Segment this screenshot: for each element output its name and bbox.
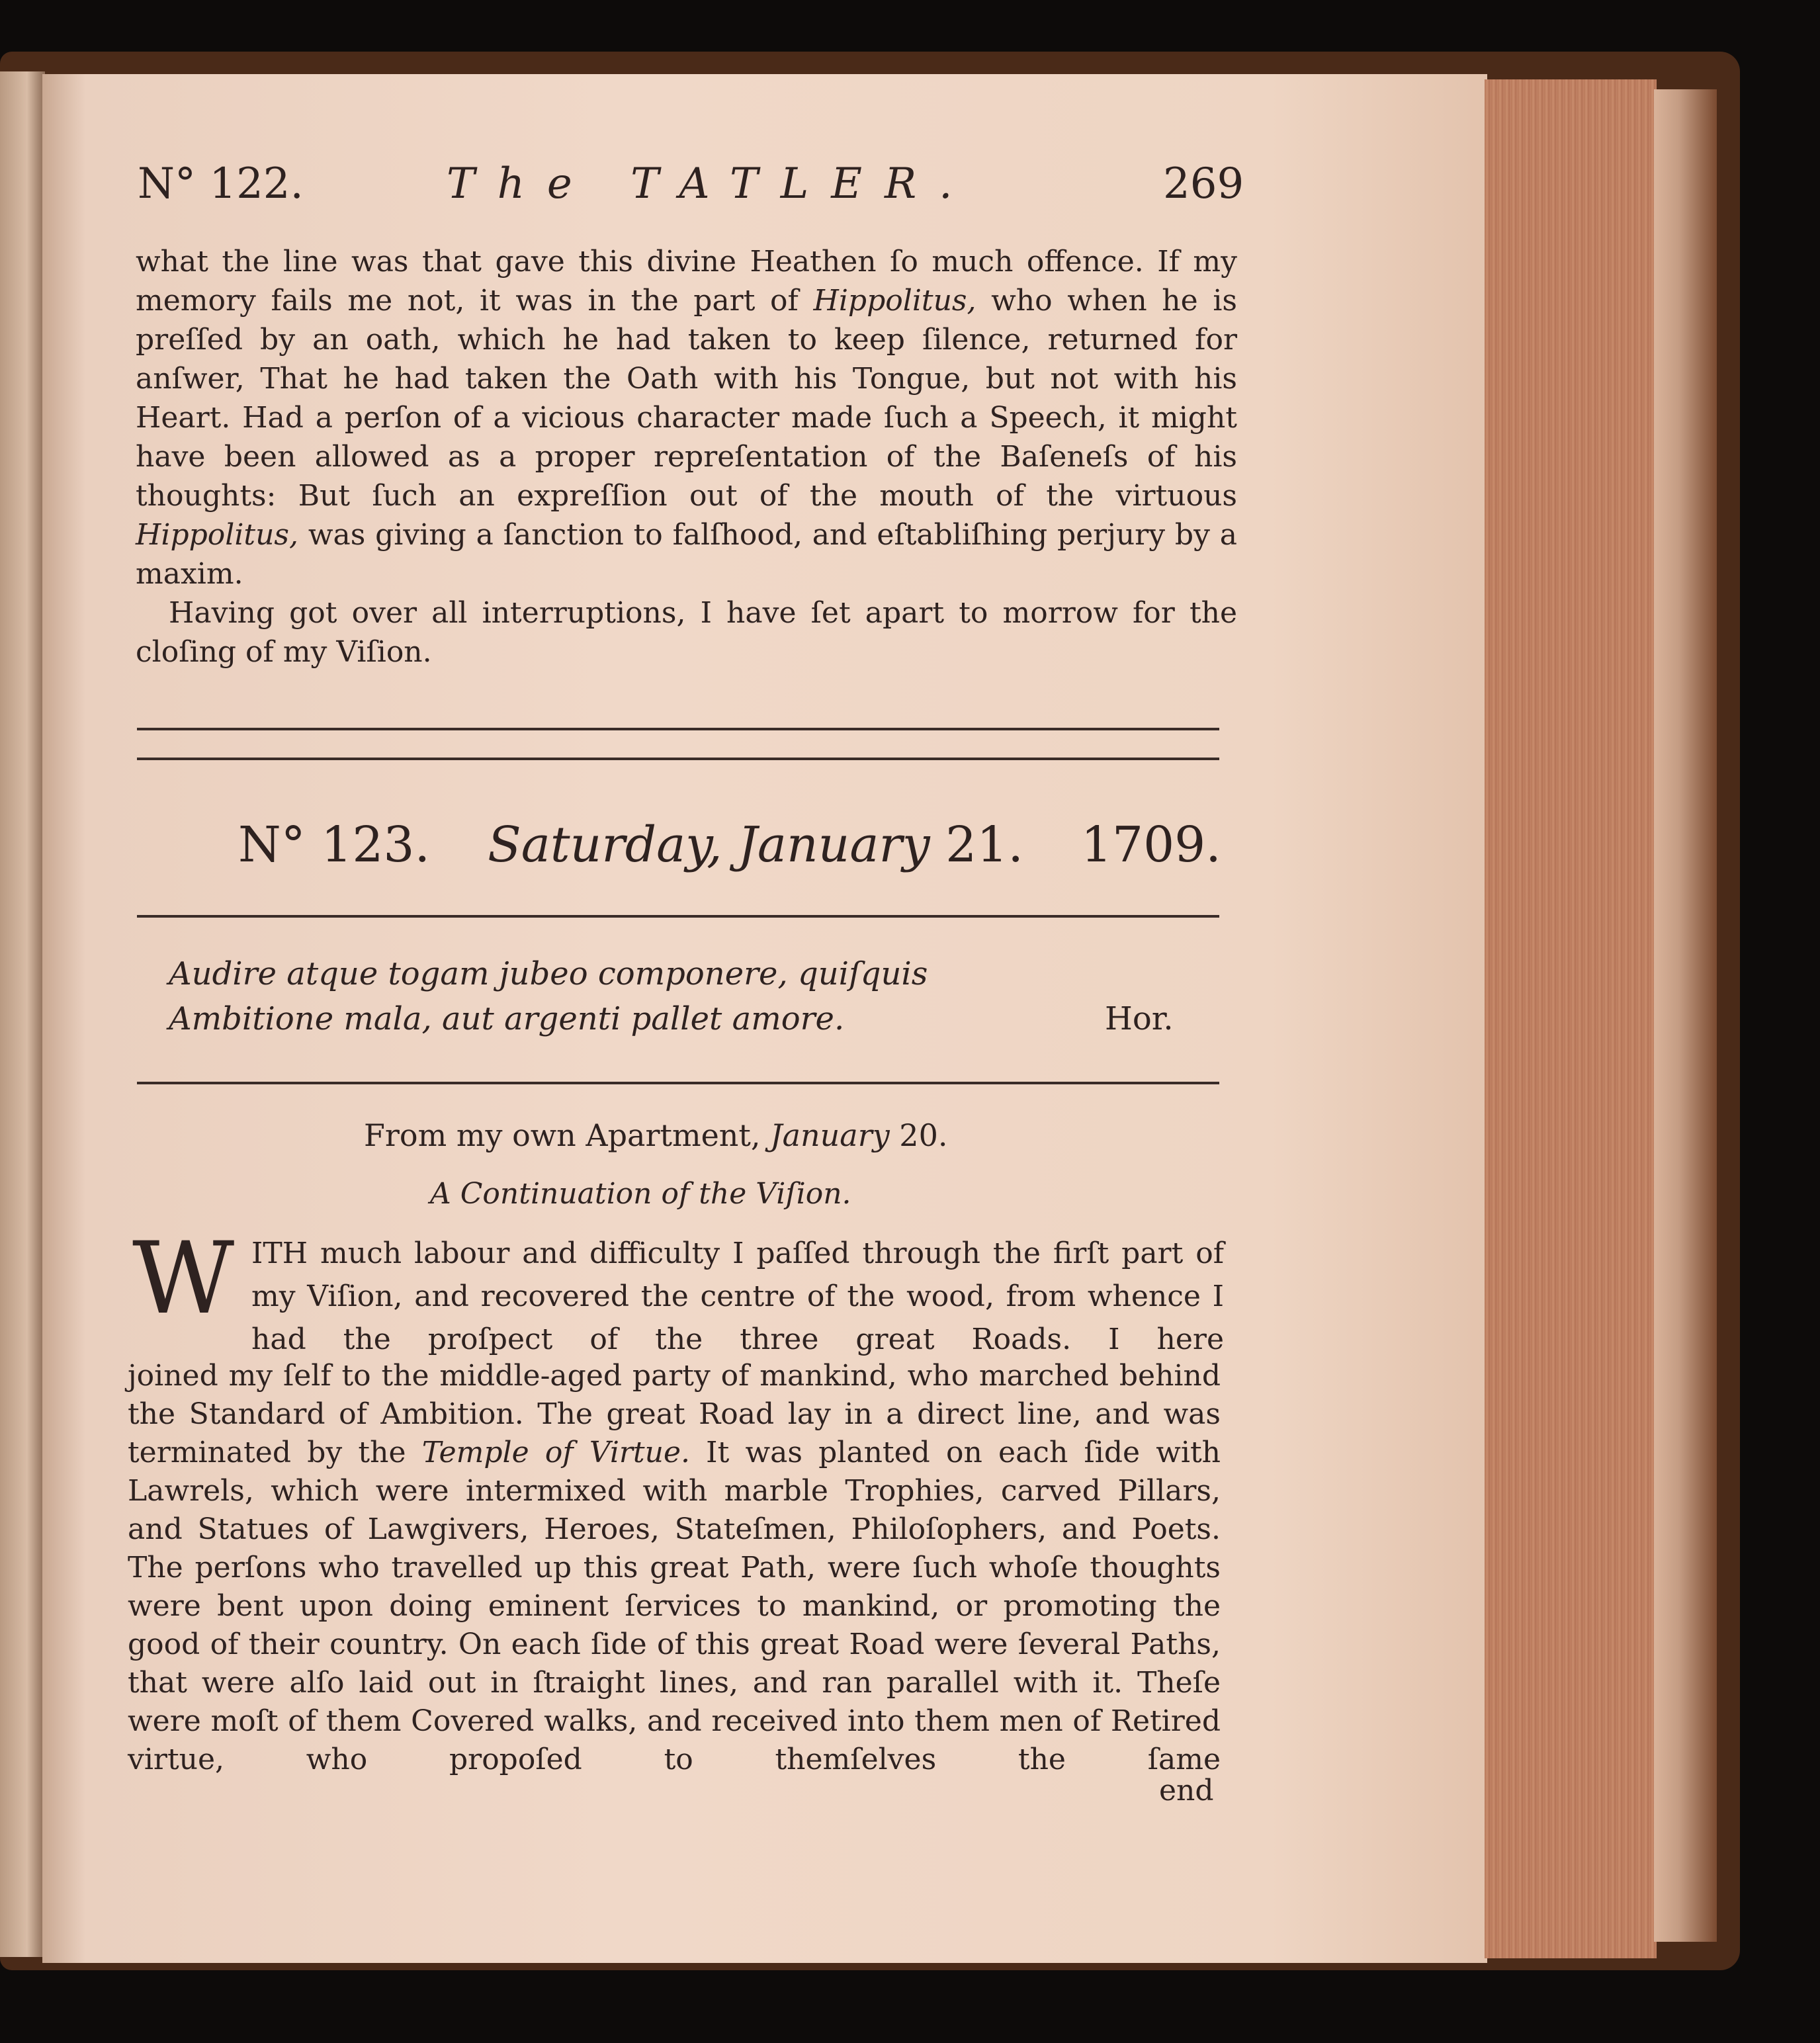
issue-year: 1709. [1080, 816, 1221, 873]
catchword: end [1159, 1774, 1214, 1807]
dateline-month: January [770, 1117, 890, 1153]
issue-number: N° 123. [238, 816, 431, 873]
essay-subtitle: A Continuation of the Viſion. [430, 1177, 851, 1211]
italic-text: Hippolitus, [813, 284, 976, 318]
running-head-number: N° 122. [138, 159, 304, 208]
motto-line: Ambitione mala, aut argenti pallet amore. [169, 1000, 845, 1037]
page-number: 269 [1163, 159, 1244, 208]
text-run: It was planted on each ſide with Lawrels, which were intermixed with marble Trophies, carved Pillars, and Statues of Lawgivers, Heroes, Stateſmen, Philoſophers, and Poets. The perſons who travelled up this great Path, were ſuch whoſe thoughts were bent upon doing eminent ſervices to mankind, or promoting the good of their country. On each ſide of this great Road were ſeveral Paths, that were alſo laid out in ſtraight lines, and ran parallel with it. Theſe were moſt of them Covered walks, and received into them men of Retired virtue, who propoſed to themſelves the ſame [128, 1436, 1221, 1776]
section-rule [137, 1082, 1219, 1084]
motto-source: Hor. [1105, 1000, 1174, 1037]
text-run: what the line was that gave this divine Heathen ſo much offence. If my memory fails me not, it was in the part of [136, 245, 1237, 318]
section-rule [137, 915, 1219, 918]
italic-text: Hippolitus, [136, 518, 298, 552]
essay-body [128, 1357, 1221, 1779]
paragraph [136, 242, 1237, 593]
text-run: joined my ſelf to the middle-aged party of mankind, who marched behind the Standard of Ambition. The great Road lay in a direct line, and was terminated by the [128, 1359, 1221, 1469]
issue-day-number: 21. [945, 816, 1023, 873]
dateline [364, 1115, 947, 1155]
issue-day: Saturday, [488, 816, 722, 873]
issue-heading [238, 815, 1221, 875]
running-head-title: The TATLER. [447, 159, 975, 208]
paragraph: Having got over all interruptions, I have ſet apart to morrow for the cloſing of my Viſion. [136, 596, 1237, 669]
text-run: who when he is preſſed by an oath, which he had taken to keep ſilence, returned for anſwer, That he had taken the Oath with his Tongue, but not with his Heart. Had a perſon of a vicious character made ſuch a Speech, it might have been allowed as a proper repreſentation of the Baſeneſs of his thoughts: But ſuch an expreſſion out of the mouth of the virtuous [136, 284, 1237, 513]
text-run: was giving a ſanction to falſhood, and eſtabliſhing perjury by a maxim. [136, 518, 1237, 591]
dateline-text: From my own Apartment, [364, 1117, 771, 1153]
section-rule [137, 728, 1219, 730]
dateline-day: 20. [889, 1117, 948, 1153]
italic-text: Temple of Virtue. [421, 1436, 690, 1469]
drop-cap: W [132, 1221, 235, 1336]
issue-month: January [738, 816, 930, 873]
essay-opening: ITH much labour and difficulty I paſſed through the firſt part of my Viſion, and recovered the centre of the wood, from whence I had the proſpect of the three great Roads. I here [251, 1237, 1224, 1356]
previous-issue-text [136, 242, 1237, 672]
motto-line: Audire atque togam jubeo componere, quiſquis [169, 955, 928, 992]
section-rule [137, 758, 1219, 760]
